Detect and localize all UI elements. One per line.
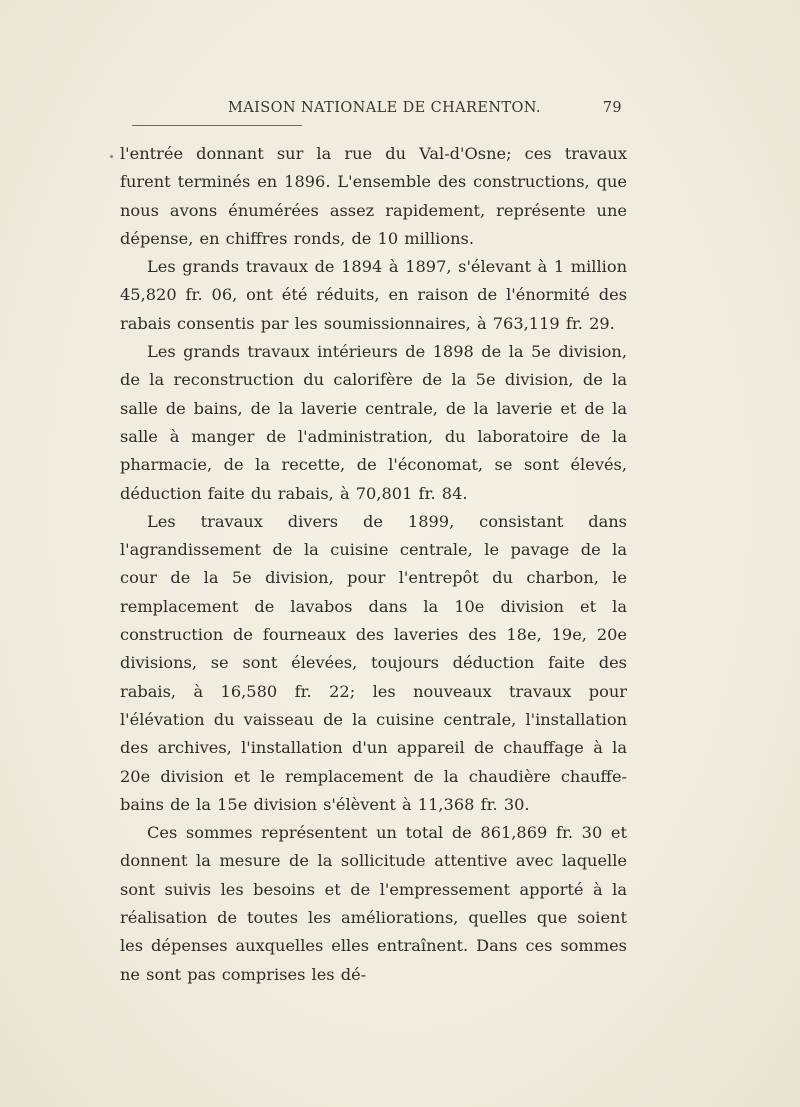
paragraph-5: Ces sommes représentent un total de 861,869 fr. 30 et donnent la mesure de la sollicitude attentive avec laquelle sont suivis les besoins et de l'empressement apporté à la réalisation de toutes les améliorations, quelles que soient les dépenses auxquelles elles entraînent. Dans ces sommes ne sont pas comprises les dé- [120, 823, 627, 984]
running-header [118, 100, 626, 124]
running-title: MAISON NATIONALE DE CHARENTON. [228, 100, 541, 116]
paragraph-2: Les grands travaux de 1894 à 1897, s'élevant à 1 million 45,820 fr. 06, ont été réduits, en raison de l'énormité des rabais consentis par les soumissionnaires, à 763,119 fr. 29. [120, 257, 627, 333]
paragraph-3: Les grands travaux intérieurs de 1898 de la 5e division, de la reconstruction du calorifère de la 5e division, de la salle de bains, de la laverie centrale, de la laverie et de la salle à manger de l'administration, du laboratoire de la pharmacie, de la recette, de l'économat, se sont élevés, déduction faite du rabais, à 70,801 fr. 84. [120, 342, 627, 503]
header-underline [132, 125, 302, 126]
body-text [120, 140, 627, 989]
margin-mark [110, 155, 113, 158]
paragraph-4: Les travaux divers de 1899, consistant dans l'agrandissement de la cuisine centrale, le pavage de la cour de la 5e division, pour l'entrepôt du charbon, le remplacement de lavabos dans la 10e division et la construction de fourneaux des laveries des 18e, 19e, 20e divisions, se sont élevées, toujours déduction faite des rabais, à 16,580 fr. 22; les nouveaux travaux pour l'élévation du vaisseau de la cuisine centrale, l'installation des archives, l'installation d'un appareil de chauffage à la 20e division et le remplacement de la chaudière chauffe-bains de la 15e division s'élèvent à 11,368 fr. 30. [120, 511, 627, 814]
paragraph-1: l'entrée donnant sur la rue du Val-d'Osne; ces travaux furent terminés en 1896. L'ensemble des constructions, que nous avons énumérées assez rapidement, représente une dépense, en chiffres ronds, de 10 millions. [120, 144, 627, 248]
page-number: 79 [602, 100, 622, 116]
